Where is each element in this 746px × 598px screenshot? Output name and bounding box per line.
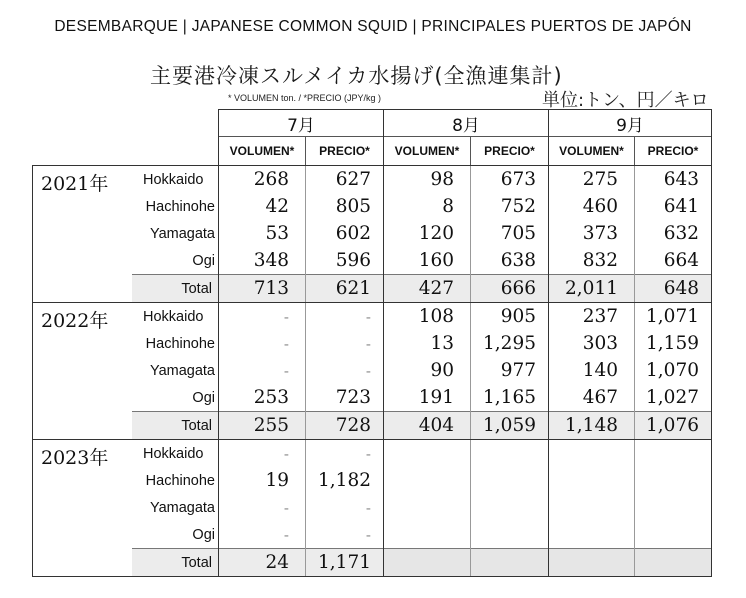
volume-cell: 268	[219, 166, 306, 194]
volume-cell: 303	[549, 330, 635, 357]
volume-cell: -	[219, 357, 306, 384]
volume-cell: 467	[549, 384, 635, 412]
price-cell: 1,295	[471, 330, 549, 357]
volume-cell: 275	[549, 166, 635, 194]
volume-cell: 255	[219, 412, 306, 440]
total-label: Total	[132, 275, 219, 303]
price-cell: 648	[635, 275, 712, 303]
price-cell: 664	[635, 247, 712, 275]
month-header: 8月	[384, 110, 549, 137]
volume-cell	[384, 549, 471, 577]
total-row	[33, 549, 712, 577]
price-cell: 1,159	[635, 330, 712, 357]
volume-cell: -	[219, 303, 306, 331]
column-header: PRECIO*	[306, 137, 384, 166]
port-name: Hokkaido	[132, 303, 219, 331]
table-row	[33, 521, 712, 549]
table-row	[33, 303, 712, 331]
volume-cell: 253	[219, 384, 306, 412]
price-cell: 1,027	[635, 384, 712, 412]
volume-cell: 19	[219, 467, 306, 494]
column-header: VOLUMEN*	[384, 137, 471, 166]
column-header: VOLUMEN*	[219, 137, 306, 166]
price-cell: 602	[306, 220, 384, 247]
volume-cell	[549, 521, 635, 549]
volume-cell: -	[219, 494, 306, 521]
price-cell: 977	[471, 357, 549, 384]
volume-cell	[549, 549, 635, 577]
port-name: Yamagata	[132, 494, 219, 521]
price-cell: 638	[471, 247, 549, 275]
volume-cell	[384, 467, 471, 494]
price-cell: -	[306, 521, 384, 549]
price-cell: 752	[471, 193, 549, 220]
price-cell	[471, 521, 549, 549]
volume-cell: 140	[549, 357, 635, 384]
price-cell: 627	[306, 166, 384, 194]
price-cell: -	[306, 357, 384, 384]
price-cell: 1,059	[471, 412, 549, 440]
volume-cell	[384, 521, 471, 549]
volume-cell: 191	[384, 384, 471, 412]
volume-cell: 53	[219, 220, 306, 247]
volume-cell: 120	[384, 220, 471, 247]
price-cell	[471, 440, 549, 468]
price-cell: 1,076	[635, 412, 712, 440]
table-row	[33, 220, 712, 247]
volume-cell: 160	[384, 247, 471, 275]
volume-cell: 404	[384, 412, 471, 440]
price-cell: 723	[306, 384, 384, 412]
price-cell	[635, 494, 712, 521]
port-name: Yamagata	[132, 357, 219, 384]
price-cell: 1,182	[306, 467, 384, 494]
port-name: Hachinohe	[132, 330, 219, 357]
landings-table	[32, 109, 712, 577]
volume-cell: 713	[219, 275, 306, 303]
price-cell: 1,071	[635, 303, 712, 331]
total-row	[33, 412, 712, 440]
price-cell	[471, 494, 549, 521]
price-cell: 641	[635, 193, 712, 220]
table-body	[33, 110, 712, 577]
price-cell	[635, 440, 712, 468]
price-cell: 805	[306, 193, 384, 220]
column-header: PRECIO*	[471, 137, 549, 166]
volume-cell	[549, 467, 635, 494]
volume-cell: 1,148	[549, 412, 635, 440]
price-cell: -	[306, 303, 384, 331]
port-name: Hachinohe	[132, 193, 219, 220]
price-cell: -	[306, 330, 384, 357]
volume-cell	[384, 494, 471, 521]
units-note: * VOLUMEN ton. / *PRECIO (JPY/kg )	[228, 93, 382, 103]
volume-cell	[549, 440, 635, 468]
year-label: 2022年	[33, 303, 132, 440]
volume-cell: 98	[384, 166, 471, 194]
price-cell: 621	[306, 275, 384, 303]
price-cell: 666	[471, 275, 549, 303]
year-label: 2021年	[33, 166, 132, 303]
column-header: VOLUMEN*	[549, 137, 635, 166]
price-cell: -	[306, 440, 384, 468]
table-row	[33, 193, 712, 220]
port-name: Ogi	[132, 384, 219, 412]
port-name: Yamagata	[132, 220, 219, 247]
month-header-row	[33, 110, 712, 137]
volume-cell: 832	[549, 247, 635, 275]
port-name: Ogi	[132, 247, 219, 275]
volume-cell: -	[219, 521, 306, 549]
port-name: Hokkaido	[132, 166, 219, 194]
table-row	[33, 330, 712, 357]
table-row	[33, 440, 712, 468]
volume-cell: 2,011	[549, 275, 635, 303]
price-cell	[471, 549, 549, 577]
price-cell: 905	[471, 303, 549, 331]
month-header: 9月	[549, 110, 712, 137]
table-title: 主要港冷凍スルメイカ水揚げ(全漁連集計)	[150, 64, 563, 88]
table-row	[33, 357, 712, 384]
total-row	[33, 275, 712, 303]
price-cell: 728	[306, 412, 384, 440]
month-header: 7月	[219, 110, 384, 137]
volume-cell: 108	[384, 303, 471, 331]
table-row	[33, 166, 712, 194]
price-cell: 705	[471, 220, 549, 247]
page-header: DESEMBARQUE | JAPANESE COMMON SQUID | PRINCIPALES PUERTOS DE JAPÓN	[54, 18, 692, 35]
price-cell	[635, 467, 712, 494]
year-label: 2023年	[33, 440, 132, 577]
table-row	[33, 494, 712, 521]
table-row	[33, 467, 712, 494]
volume-cell: 427	[384, 275, 471, 303]
volume-cell: 8	[384, 193, 471, 220]
price-cell: -	[306, 494, 384, 521]
price-cell: 632	[635, 220, 712, 247]
volume-cell	[549, 494, 635, 521]
unit-label: 単位:トン、円／キロ	[542, 90, 709, 111]
volume-cell: 42	[219, 193, 306, 220]
price-cell: 596	[306, 247, 384, 275]
volume-cell: 90	[384, 357, 471, 384]
volume-cell: -	[219, 330, 306, 357]
price-cell	[635, 521, 712, 549]
price-cell: 1,070	[635, 357, 712, 384]
total-label: Total	[132, 549, 219, 577]
price-cell: 1,171	[306, 549, 384, 577]
volume-cell: 373	[549, 220, 635, 247]
port-name: Ogi	[132, 521, 219, 549]
volume-cell: 460	[549, 193, 635, 220]
volume-cell: 13	[384, 330, 471, 357]
volume-cell: 348	[219, 247, 306, 275]
volume-cell: 24	[219, 549, 306, 577]
subheader-row	[33, 137, 712, 166]
total-label: Total	[132, 412, 219, 440]
table-row	[33, 247, 712, 275]
volume-cell: -	[219, 440, 306, 468]
column-header: PRECIO*	[635, 137, 712, 166]
price-cell	[635, 549, 712, 577]
port-name: Hokkaido	[132, 440, 219, 468]
price-cell: 643	[635, 166, 712, 194]
price-cell	[471, 467, 549, 494]
table-row	[33, 384, 712, 412]
port-name: Hachinohe	[132, 467, 219, 494]
price-cell: 1,165	[471, 384, 549, 412]
price-cell: 673	[471, 166, 549, 194]
volume-cell: 237	[549, 303, 635, 331]
volume-cell	[384, 440, 471, 468]
